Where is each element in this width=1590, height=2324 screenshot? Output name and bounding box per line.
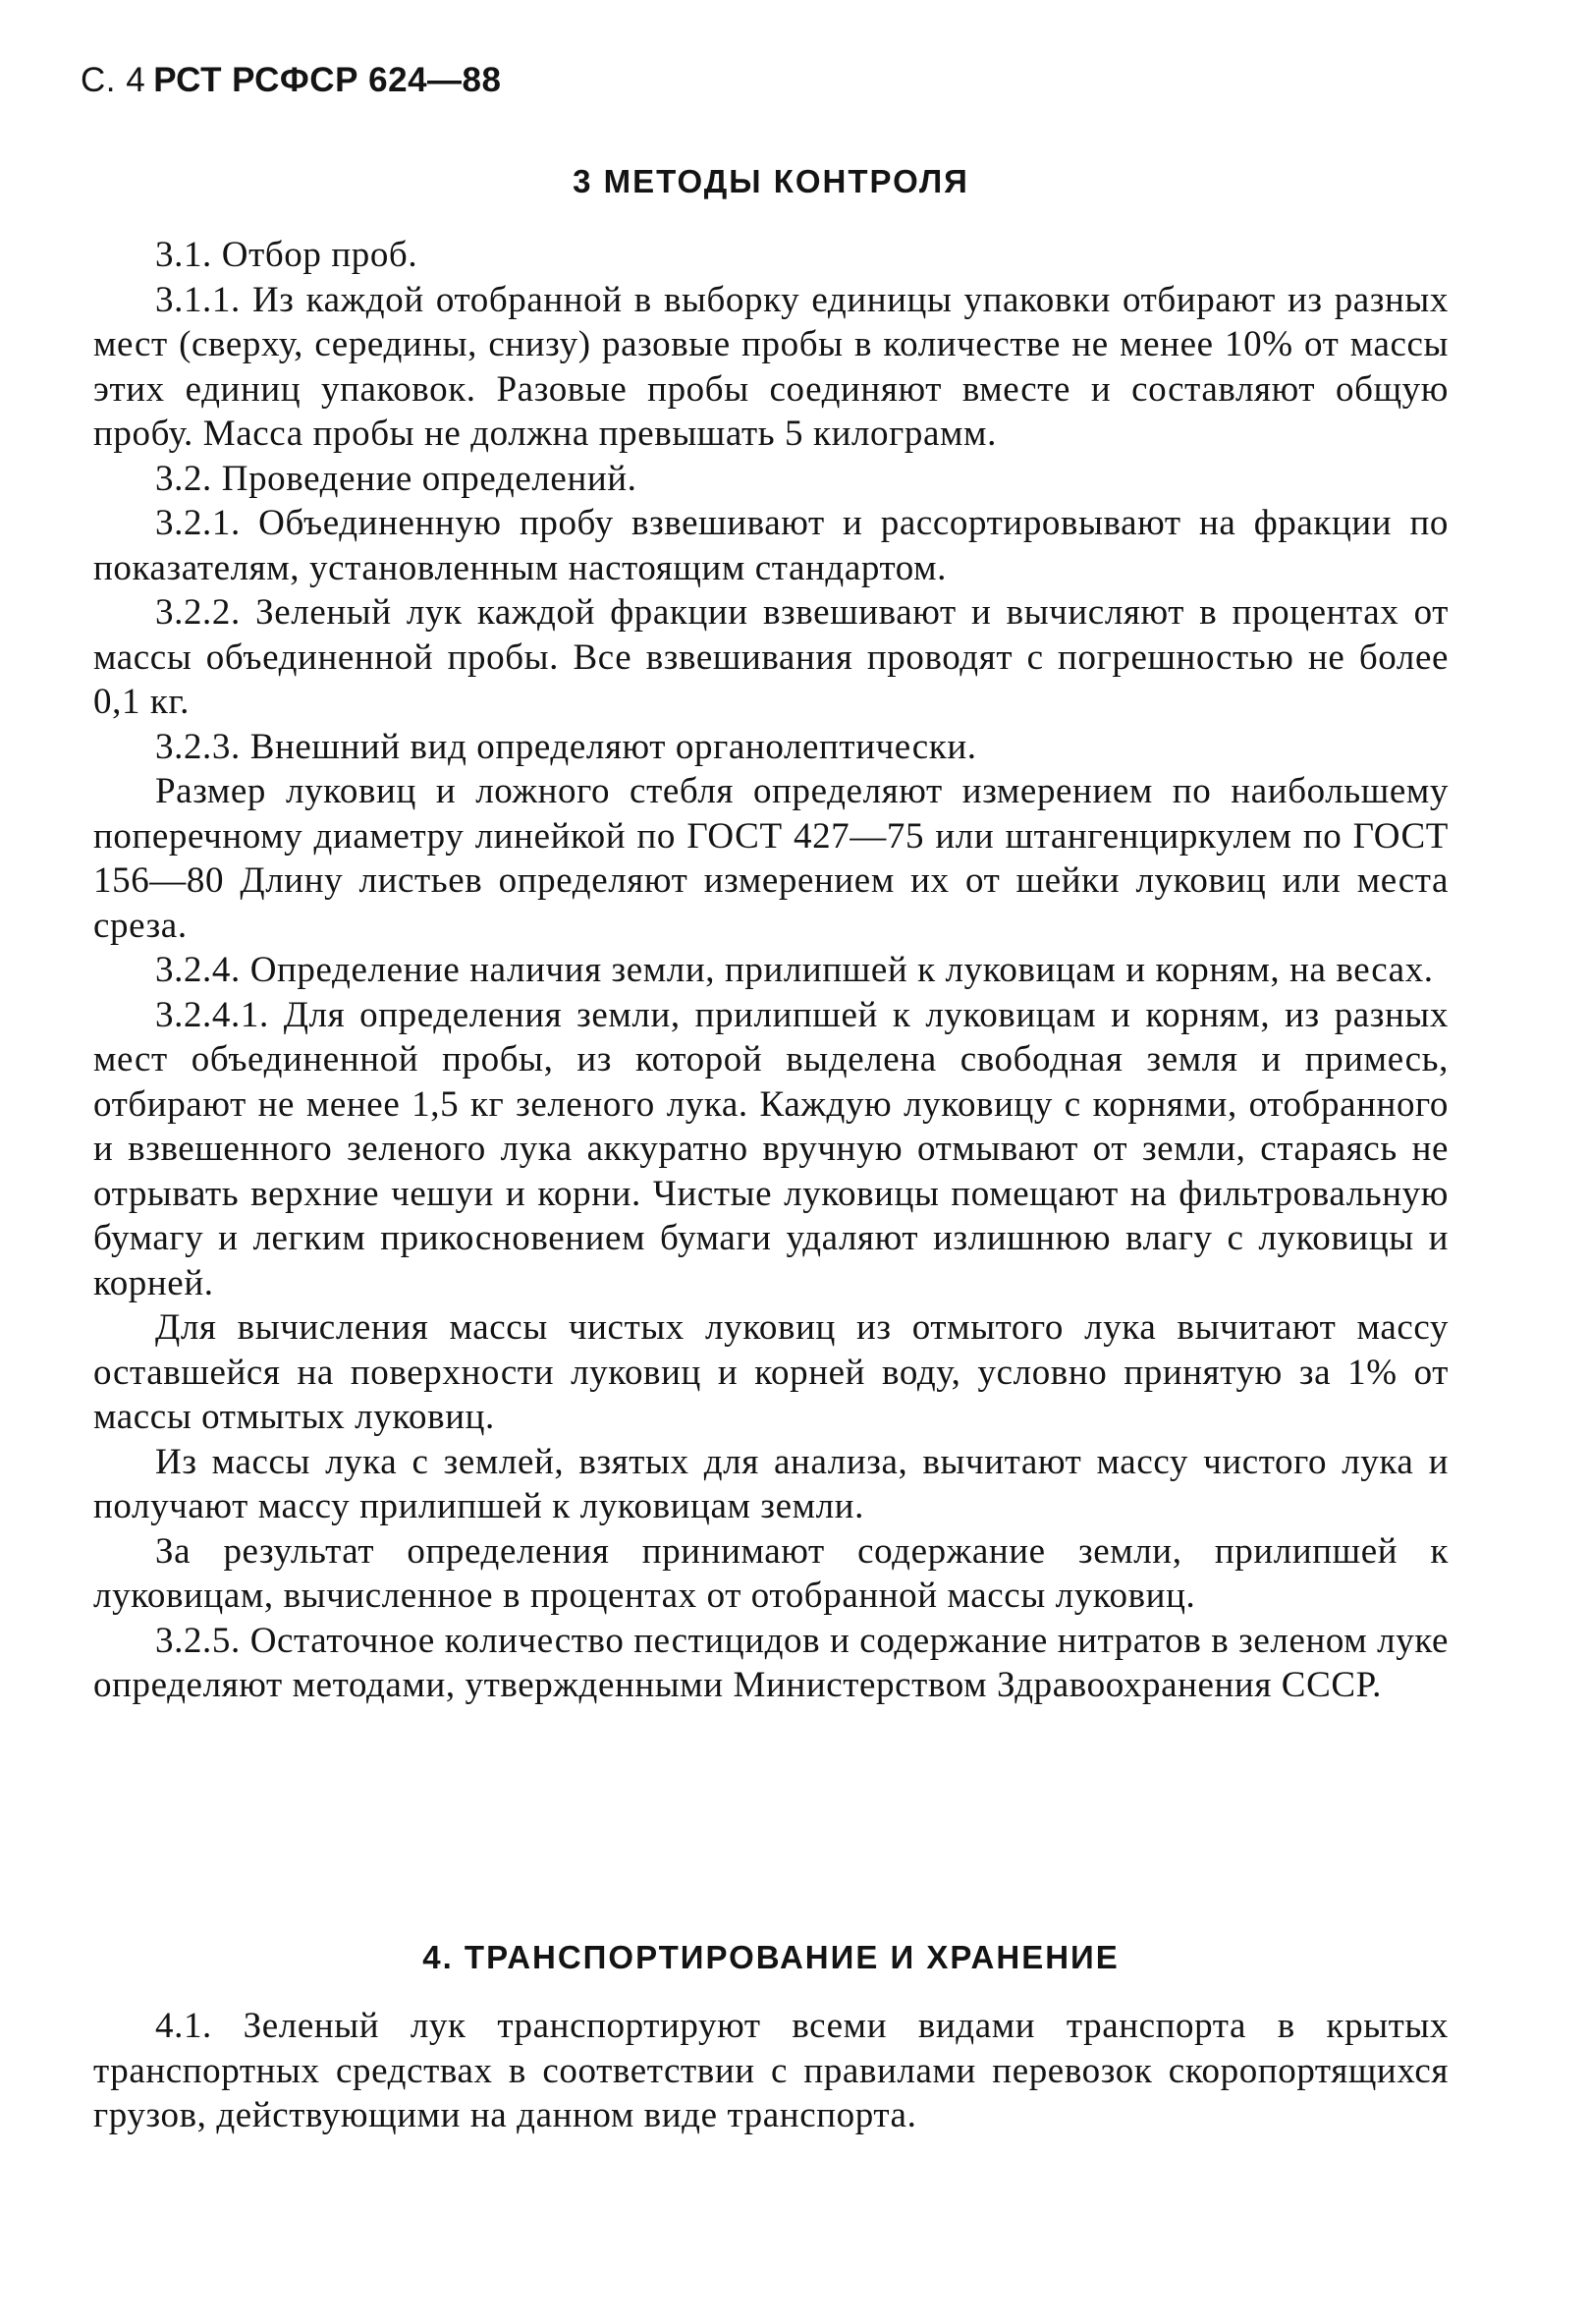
section-4-body bbox=[93, 2004, 1449, 2138]
paragraph-3-2-3-size: Размер луковиц и ложного стебля определяют измерением по наибольшему поперечному диаметру линейкой по ГОСТ 427—75 или штангенциркулем по ГОСТ 156—80 Длину листьев определяют измерением их от шейки луковиц или места среза. bbox=[93, 771, 1449, 946]
page-header bbox=[81, 61, 501, 100]
page-number: С. 4 bbox=[81, 61, 146, 99]
standard-code: РСТ РСФСР 624—88 bbox=[153, 61, 502, 99]
section-4-title: 4. ТРАНСПОРТИРОВАНИЕ И ХРАНЕНИЕ bbox=[422, 1939, 1120, 1975]
section-3-body bbox=[93, 233, 1449, 1708]
paragraph-4-1: 4.1. Зеленый лук транспортируют всеми видами транспорта в крытых транспортных средствах в соответствии с правилами перевозок скоропортящихся грузов, действующими на данном виде транспорта. bbox=[93, 2006, 1449, 2135]
paragraph-3-2: 3.2. Проведение определений. bbox=[155, 458, 637, 499]
paragraph-3-2-4-1: 3.2.4.1. Для определения земли, прилипшей к луковицам и корням, из разных мест объединенной пробы, из которой выделена свободная земля и примесь, отбирают не менее 1,5 кг зеленого лука. Каждую луковицу с корнями, отобранного и взвешенного зеленого лука аккуратно вручную отмывают от земли, стараясь не отрывать верхние чешуи и корни. Чистые луковицы помещают на фильтровальную бумагу и легким прикосновением бумаги удаляют излишнюю влагу с луковицы и корней. bbox=[93, 994, 1449, 1303]
paragraph-clean-mass: Для вычисления массы чистых луковиц из отмытого лука вычитают массу оставшейся на поверхности луковиц и корней воду, условно принятую за 1% от массы отмытых луковиц. bbox=[93, 1307, 1449, 1437]
section-3-title: 3 МЕТОДЫ КОНТРОЛЯ bbox=[573, 163, 969, 199]
paragraph-3-1-1: 3.1.1. Из каждой отобранной в выборку единицы упаковки отбирают из разных мест (сверху, середины, снизу) разовые пробы в количестве не менее 10% от массы этих единиц упаковок. Разовые пробы соединяют вместе и составляют общую пробу. Масса пробы не должна превышать 5 килограмм. bbox=[93, 279, 1449, 454]
paragraph-3-2-5: 3.2.5. Остаточное количество пестицидов и содержание нитратов в зеленом луке определяют методами, утвержденными Министерством Здравоохранения СССР. bbox=[93, 1620, 1450, 1705]
paragraph-soil-mass: Из массы лука с землей, взятых для анализа, вычитают массу чистого лука и получают массу прилипшей к луковицам земли. bbox=[93, 1441, 1449, 1526]
paragraph-3-2-1: 3.2.1. Объединенную пробу взвешивают и рассортировывают на фракции по показателям, установленным настоящим стандартом. bbox=[93, 503, 1449, 588]
paragraph-3-1: 3.1. Отбор проб. bbox=[155, 235, 418, 275]
paragraph-3-2-2: 3.2.2. Зеленый лук каждой фракции взвешивают и вычисляют в процентах от массы объединенной пробы. Все взвешивания проводят с погрешностью не более 0,1 кг. bbox=[93, 592, 1449, 722]
paragraph-3-2-3: 3.2.3. Внешний вид определяют органолептически. bbox=[155, 726, 977, 767]
paragraph-3-2-4: 3.2.4. Определение наличия земли, прилипшей к луковицам и корням, на весах. bbox=[155, 950, 1434, 990]
paragraph-result: За результат определения принимают содержание земли, прилипшей к луковицам, вычисленное в процентах от отобранной массы луковиц. bbox=[93, 1530, 1449, 1616]
